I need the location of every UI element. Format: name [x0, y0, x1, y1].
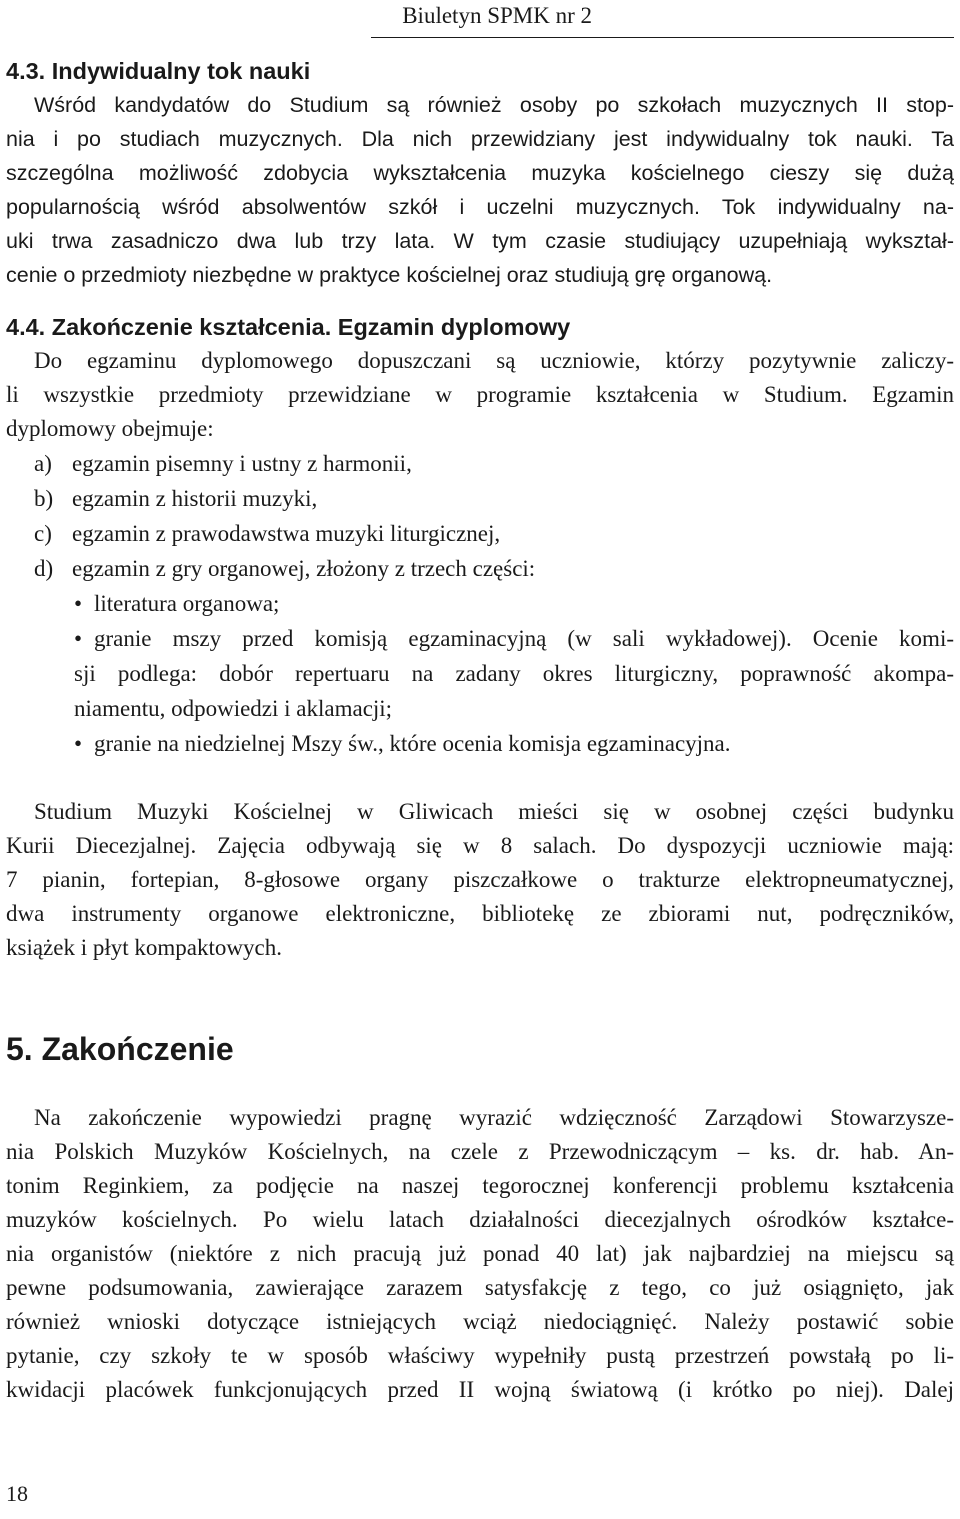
section-4-3-paragraph — [0, 88, 954, 292]
bullet-icon: • — [74, 626, 83, 651]
section-4-3-heading: 4.3. Indywidualny tok nauki — [6, 58, 311, 84]
text-line: 7 pianin, fortepian, 8-głosowe organy piszczałkowe o trakturze elektropneumatycznej, — [6, 867, 954, 892]
text-line: kwidacji placówek funkcjonujących przed II wojną światową (i krótko po niej). Dalej — [6, 1377, 954, 1402]
bullet-text: granie na niedzielnej Mszy św., które ocenia komisja egzaminacyjna. — [94, 731, 731, 756]
facilities-paragraph — [6, 795, 954, 965]
list-item — [6, 516, 954, 551]
text-line: nia organistów (niektóre z nich pracują już ponad 40 lat) jak najbardziej na miejscu są — [6, 1241, 954, 1266]
list-marker: b) — [34, 486, 54, 511]
list-item-text: egzamin z prawodawstwa muzyki liturgicznej, — [72, 521, 501, 546]
bullet-icon: • — [74, 591, 83, 616]
bullet-item — [6, 726, 954, 761]
text-line: szczególna możliwość zdobycia wykształcenia muzyka kościelnego cieszy się dużą — [6, 161, 954, 185]
list-item-text: egzamin z gry organowej, złożony z trzech części: — [72, 556, 536, 581]
list-item-text: egzamin z historii muzyki, — [72, 486, 318, 511]
text-line: pewne podsumowania, zawierające zarazem satysfakcję z tego, co już osiągnięto, jak — [6, 1275, 954, 1300]
bullet-text: niamentu, odpowiedzi i aklamacji; — [74, 696, 393, 721]
text-line: Wśród kandydatów do Studium są również osoby po szkołach muzycznych II stop- — [34, 93, 954, 117]
text-line: nia Polskich Muzyków Kościelnych, na czele z Przewodniczącym – ks. dr. hab. An- — [6, 1139, 954, 1164]
text-line: tonim Reginkiem, za podjęcie na naszej tegorocznej konferencji problemu kształcenia — [6, 1173, 954, 1198]
bullet-text: literatura organowa; — [94, 591, 280, 616]
list-marker: d) — [34, 556, 54, 581]
list-marker: c) — [34, 521, 52, 546]
header-rule — [371, 37, 954, 38]
list-item-text: egzamin pisemny i ustny z harmonii, — [72, 451, 412, 476]
text-line: pytanie, czy szkoły te w sposób właściwy wypełniły pustą przestrzeń powstałą po li- — [6, 1343, 954, 1368]
section-5-heading: 5. Zakończenie — [6, 1031, 234, 1067]
text-line: cenie o przedmioty niezbędne w praktyce kościelnej oraz studiują grę organową. — [6, 263, 773, 287]
text-line: muzyków kościelnych. Po wielu latach działalności diecezjalnych ośrodków kształce- — [6, 1207, 954, 1232]
text-line: nia i po studiach muzycznych. Dla nich przewidziany jest indywidualny tok nauki. Ta — [6, 127, 954, 151]
section-4-4-heading: 4.4. Zakończenie kształcenia. Egzamin dyplomowy — [6, 314, 571, 340]
text-line: Kurii Diecezjalnej. Zajęcia odbywają się w 8 salach. Do dyspozycji uczniowie mają: — [6, 833, 954, 858]
bullet-item — [6, 621, 954, 726]
text-line: popularnością wśród absolwentów szkół i uczelni muzycznych. Tok indywidualny na- — [6, 195, 954, 219]
text-line: dyplomowy obejmuje: — [6, 416, 214, 441]
text-line: dwa instrumenty organowe elektroniczne, bibliotekę ze zbiorami nut, podręczników, — [6, 901, 954, 926]
text-line: Do egzaminu dyplomowego dopuszczani są uczniowie, którzy pozytywnie zaliczy- — [34, 348, 954, 373]
text-line: li wszystkie przedmioty przewidziane w programie kształcenia w Studium. Egzamin — [6, 382, 954, 407]
running-header-title: Biuletyn SPMK nr 2 — [402, 3, 592, 28]
bullet-text: sji podlega: dobór repertuaru na zadany okres liturgiczny, poprawność akompa- — [74, 661, 954, 686]
list-marker: a) — [34, 451, 52, 476]
list-item — [6, 551, 954, 586]
bullet-text: granie mszy przed komisją egzaminacyjną (w sali wykładowej). Ocenie komi- — [94, 626, 954, 651]
text-line: uki trwa zasadniczo dwa lub trzy lata. W tym czasie studiujący uzupełniają wykształ- — [6, 229, 954, 253]
list-item — [6, 446, 954, 481]
exam-list — [6, 446, 954, 586]
bullet-icon: • — [74, 731, 83, 756]
organ-exam-parts — [6, 586, 954, 761]
running-header — [6, 0, 954, 38]
list-item — [6, 481, 954, 516]
section-4-4-intro — [6, 344, 954, 446]
text-line: również wnioski dotyczące istniejących wciąż niedociągnięć. Należy postawić sobie — [6, 1309, 954, 1334]
bullet-item — [6, 586, 954, 621]
section-5-paragraph — [6, 1101, 954, 1407]
text-line: Studium Muzyki Kościelnej w Gliwicach mieści się w osobnej części budynku — [34, 799, 954, 824]
text-line: Na zakończenie wypowiedzi pragnę wyrazić wdzięczność Zarządowi Stowarzysze- — [34, 1105, 954, 1130]
document-page — [6, 0, 954, 1506]
text-line: książek i płyt kompaktowych. — [6, 935, 282, 960]
page-number: 18 — [6, 1481, 28, 1506]
